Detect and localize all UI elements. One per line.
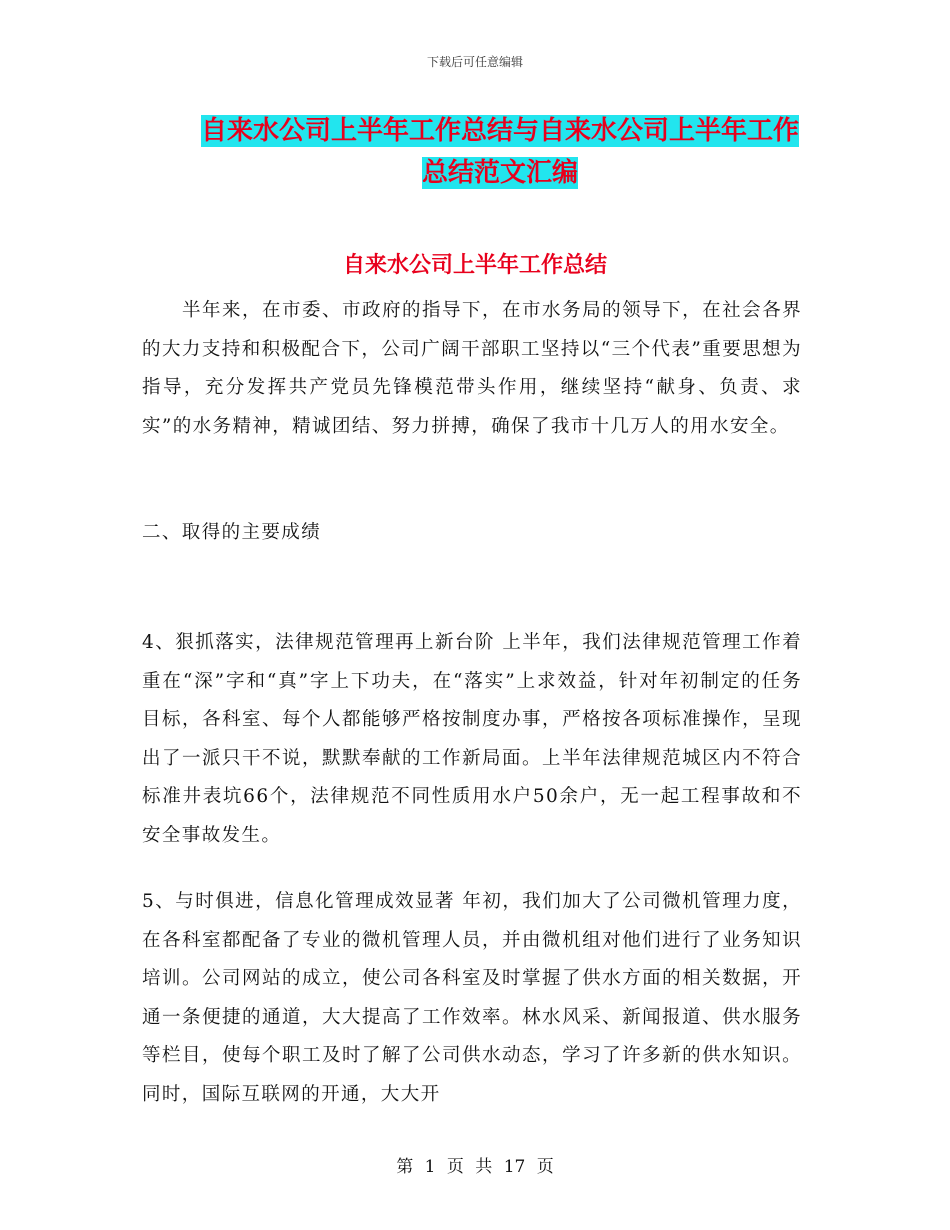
paragraph-heading-achievements: 二、取得的主要成绩 [142,522,322,543]
document-title-line-1: 自来水公司上半年工作总结与自来水公司上半年工作 [200,116,799,146]
paragraph-item-5: 5、与时俱进，信息化管理成效显著 年初，我们加大了公司微机管理力度，在各科室都配备了专业的微机管理人员，并由微机组对他们进行了业务知识培训。公司网站的成立，使公司各科室及时掌握了供水方面的相关数据，开通一条便捷的通道，大大提高了工作效率。林水风采、新闻报道、供水服务等栏目，使每个职工及时了解了公司供水动态，学习了许多新的供水知识。同时，国际互联网的开通，大大开 [142,891,802,1105]
section-title: 自来水公司上半年工作总结 [342,253,607,278]
page-footer: 第 1 页 共 17 页 [396,1157,554,1177]
paragraph-item-4: 4、狠抓落实，法律规范管理再上新台阶 上半年，我们法律规范管理工作着重在“深”字和“真”字上下功夫，在“落实”上求效益，针对年初制定的任务目标，各科室、每个人都能够严格按制度办事，严格按各项标准操作，呈现出了一派只干不说，默默奉献的工作新局面。上半年法律规范城区内不符合标准井表坑66个，法律规范不同性质用水户50余户，无一起工程事故和不安全事故发生。 [142,632,802,846]
document-title [140,110,860,194]
paragraph-intro: 半年来，在市委、市政府的指导下，在市水务局的领导下，在社会各界的大力支持和积极配合下，公司广阔干部职工坚持以“三个代表”重要思想为指导，充分发挥共产党员先锋模范带头作用，继续坚持“献身、负责、求实”的水务精神，精诚团结、努力拼搏，确保了我市十几万人的用水安全。 [142,300,802,437]
header-note: 下载后可任意编辑 [426,55,523,69]
document-title-line-2: 总结范文汇编 [421,158,578,188]
